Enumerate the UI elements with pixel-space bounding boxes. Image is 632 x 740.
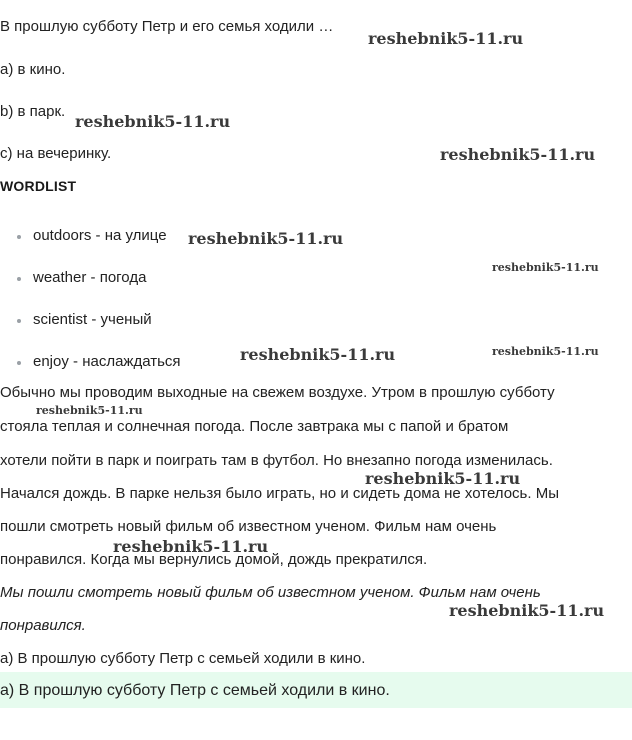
wordlist-item: outdoors - на улице [33, 227, 167, 244]
watermark: reshebnik5-11.ru [368, 29, 524, 48]
passage-line: хотели пойти в парк и поиграть там в футбол. Но внезапно погода изменилась. [0, 452, 553, 469]
option-c: c) на вечеринку. [0, 145, 112, 162]
evidence-line: понравился. [0, 617, 86, 634]
watermark: reshebnik5-11.ru [440, 145, 596, 164]
passage-line: Обычно мы проводим выходные на свежем воздухе. Утром в прошлую субботу [0, 384, 555, 401]
evidence-line: Мы пошли смотреть новый фильм об известном ученом. Фильм нам очень [0, 584, 541, 601]
wordlist-item: weather - погода [33, 269, 147, 286]
bullet-icon [17, 235, 21, 239]
answer-text: a) В прошлую субботу Петр с семьей ходили в кино. [0, 650, 366, 667]
watermark: reshebnik5-11.ru [240, 345, 396, 364]
watermark: reshebnik5-11.ru [449, 601, 605, 620]
watermark: reshebnik5-11.ru [75, 112, 231, 131]
wordlist-item: enjoy - наслаждаться [33, 353, 181, 370]
watermark: reshebnik5-11.ru [188, 229, 344, 248]
passage-line: стояла теплая и солнечная погода. После завтрака мы с папой и братом [0, 418, 509, 435]
option-a: a) в кино. [0, 61, 66, 78]
wordlist-item: scientist - ученый [33, 311, 152, 328]
passage-line: Начался дождь. В парке нельзя было играть, но и сидеть дома не хотелось. Мы [0, 485, 559, 502]
option-b: b) в парк. [0, 103, 66, 120]
bullet-icon [17, 277, 21, 281]
watermark: reshebnik5-11.ru [492, 261, 599, 274]
passage-line: понравился. Когда мы вернулись домой, дождь прекратился. [0, 551, 428, 568]
watermark: reshebnik5-11.ru [365, 469, 521, 488]
question-prompt: В прошлую субботу Петр и его семья ходили … [0, 18, 334, 35]
passage-line: пошли смотреть новый фильм об известном ученом. Фильм нам очень [0, 518, 497, 535]
bullet-icon [17, 319, 21, 323]
watermark: reshebnik5-11.ru [36, 404, 143, 417]
bullet-icon [17, 361, 21, 365]
watermark: reshebnik5-11.ru [492, 345, 599, 358]
answer-highlighted-text: a) В прошлую субботу Петр с семьей ходили в кино. [0, 682, 390, 699]
wordlist-heading: WORDLIST [0, 178, 77, 194]
watermark: reshebnik5-11.ru [113, 537, 269, 556]
